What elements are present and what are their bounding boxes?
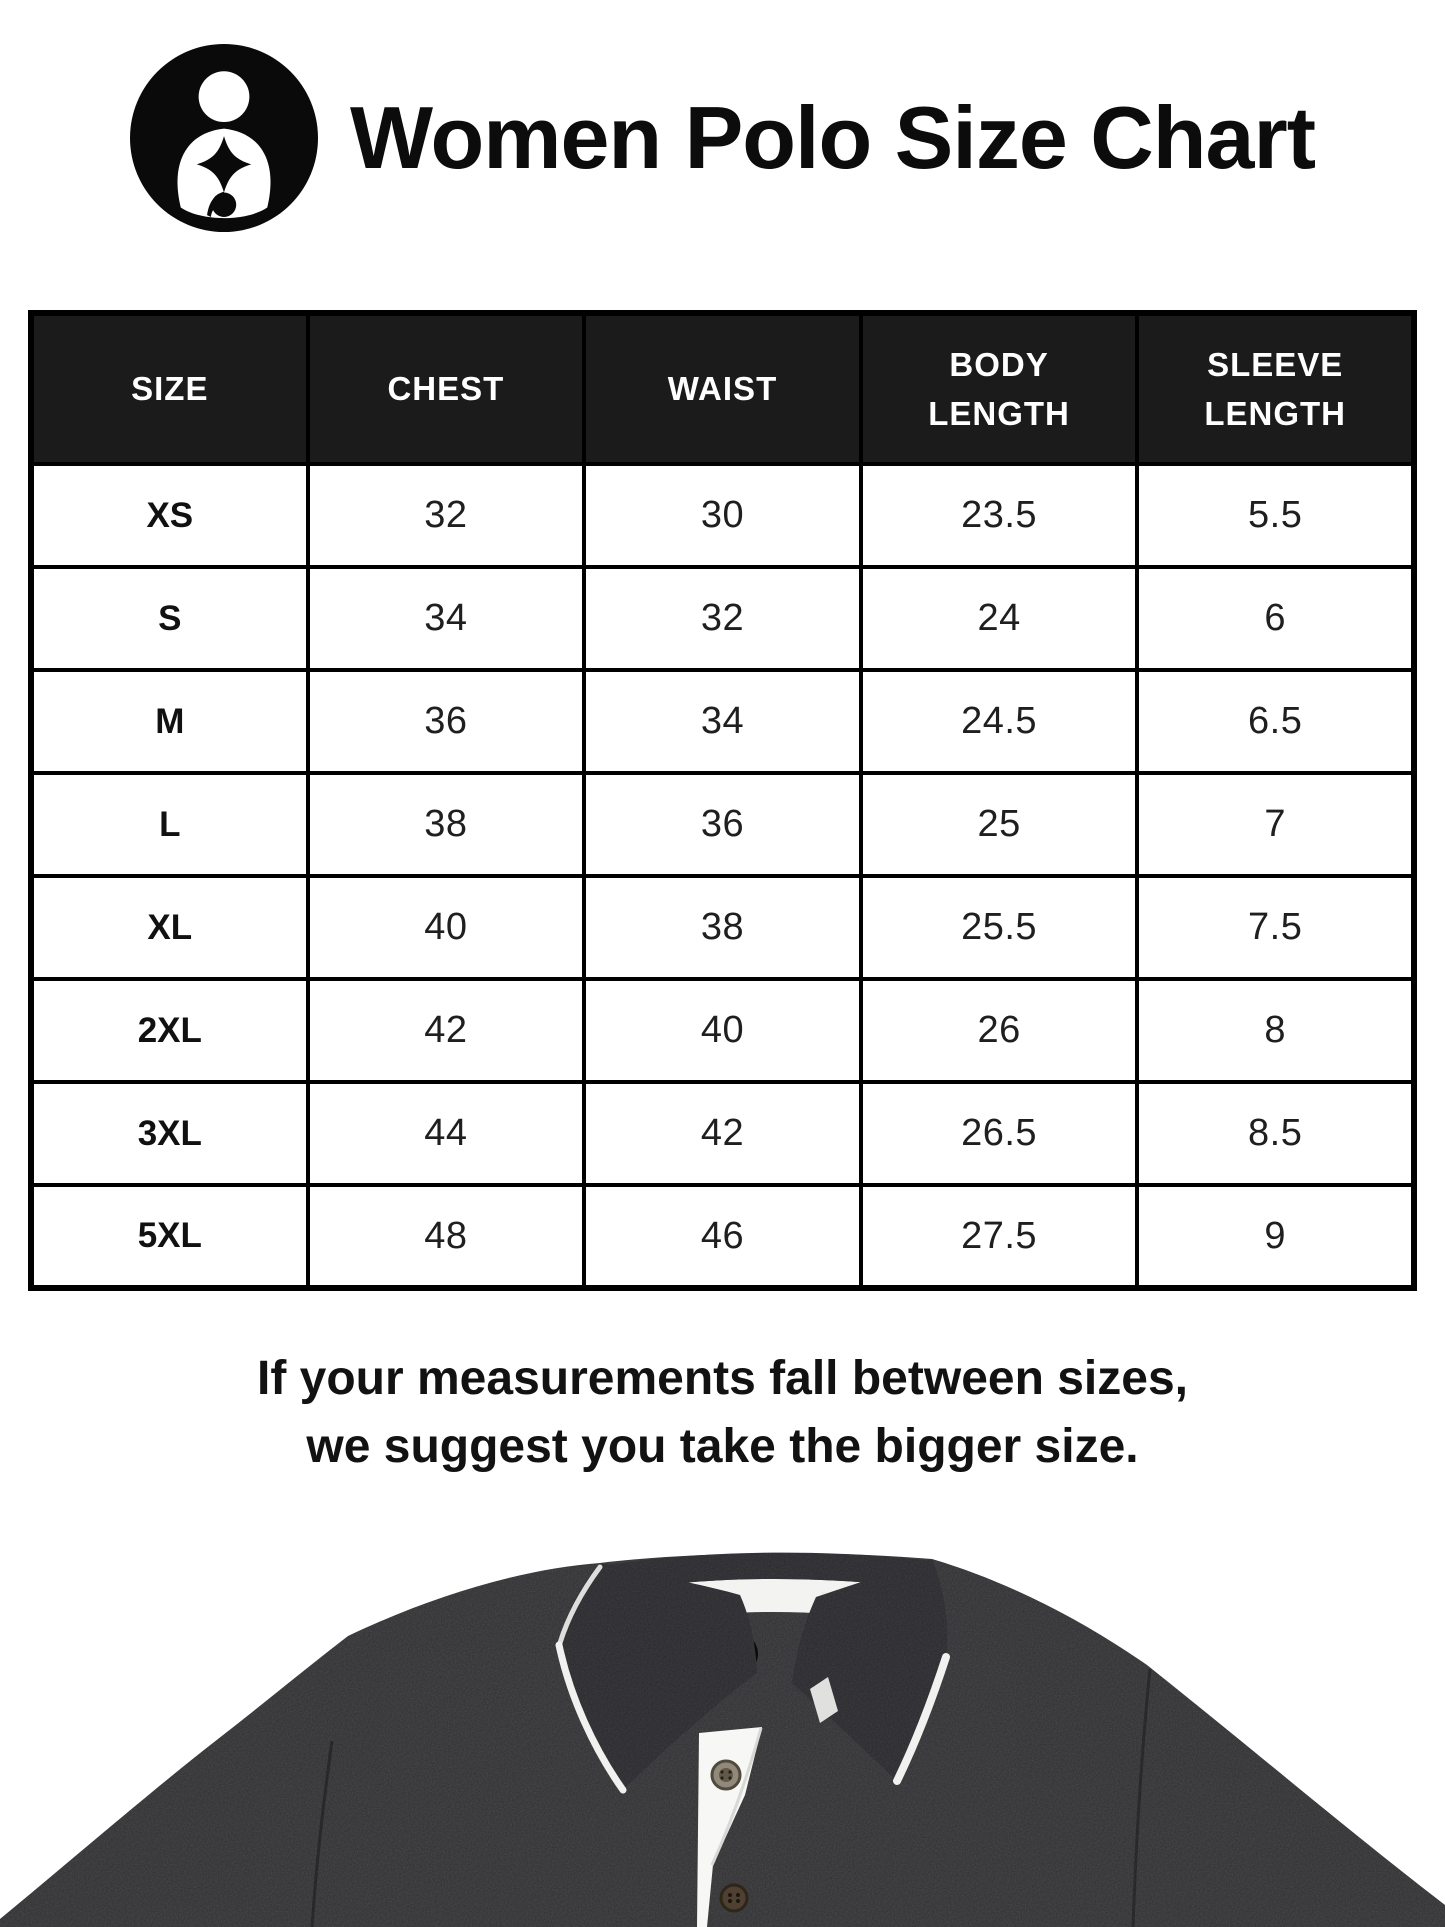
body-length-value: 23.5 xyxy=(861,464,1138,567)
sleeve-length-value: 8.5 xyxy=(1137,1082,1414,1185)
body-length-value: 27.5 xyxy=(861,1185,1138,1288)
body-length-value: 26.5 xyxy=(861,1082,1138,1185)
waist-value: 32 xyxy=(584,567,861,670)
size-label: XS xyxy=(31,464,308,567)
chest-value: 36 xyxy=(308,670,585,773)
sizing-note-line2: we suggest you take the bigger size. xyxy=(306,1420,1139,1473)
waist-value: 40 xyxy=(584,979,861,1082)
size-table-header xyxy=(31,313,1414,464)
sizing-note xyxy=(0,1345,1445,1481)
chest-value: 42 xyxy=(308,979,585,1082)
sleeve-length-value: 6 xyxy=(1137,567,1414,670)
size-label: 2XL xyxy=(31,979,308,1082)
body-length-value: 25 xyxy=(861,773,1138,876)
table-row xyxy=(31,1185,1414,1288)
sleeve-length-value: 6.5 xyxy=(1137,670,1414,773)
table-row xyxy=(31,876,1414,979)
size-label: XL xyxy=(31,876,308,979)
waist-value: 38 xyxy=(584,876,861,979)
size-label: S xyxy=(31,567,308,670)
chest-value: 38 xyxy=(308,773,585,876)
body-length-value: 25.5 xyxy=(861,876,1138,979)
chest-value: 40 xyxy=(308,876,585,979)
waist-value: 42 xyxy=(584,1082,861,1185)
size-label: L xyxy=(31,773,308,876)
size-table xyxy=(28,310,1417,1291)
chest-value: 44 xyxy=(308,1082,585,1185)
sleeve-length-value: 8 xyxy=(1137,979,1414,1082)
table-row xyxy=(31,670,1414,773)
brand-logo-icon xyxy=(130,44,318,232)
chest-value: 32 xyxy=(308,464,585,567)
sleeve-length-value: 7.5 xyxy=(1137,876,1414,979)
table-row xyxy=(31,464,1414,567)
page-title: Women Polo Size Chart xyxy=(349,87,1316,187)
body-length-value: 26 xyxy=(861,979,1138,1082)
column-header-waist: WAIST xyxy=(584,313,861,464)
table-row xyxy=(31,773,1414,876)
waist-value: 36 xyxy=(584,773,861,876)
sleeve-length-value: 9 xyxy=(1137,1185,1414,1288)
table-row xyxy=(31,567,1414,670)
waist-value: 30 xyxy=(584,464,861,567)
size-label: 5XL xyxy=(31,1185,308,1288)
sizing-note-line1: If your measurements fall between sizes, xyxy=(256,1352,1188,1405)
polo-shirt-image xyxy=(0,1527,1445,1927)
table-row xyxy=(31,979,1414,1082)
chest-value: 34 xyxy=(308,567,585,670)
body-length-value: 24 xyxy=(861,567,1138,670)
chest-value: 48 xyxy=(308,1185,585,1288)
body-length-value: 24.5 xyxy=(861,670,1138,773)
table-row xyxy=(31,1082,1414,1185)
column-header-size: SIZE xyxy=(31,313,308,464)
sleeve-length-value: 7 xyxy=(1137,773,1414,876)
column-header-body-length: BODY LENGTH xyxy=(861,313,1138,464)
size-label: 3XL xyxy=(31,1082,308,1185)
sleeve-length-value: 5.5 xyxy=(1137,464,1414,567)
waist-value: 34 xyxy=(584,670,861,773)
waist-value: 46 xyxy=(584,1185,861,1288)
column-header-chest: CHEST xyxy=(308,313,585,464)
column-header-sleeve-length: SLEEVE LENGTH xyxy=(1137,313,1414,464)
chart-header xyxy=(0,30,1445,245)
size-label: M xyxy=(31,670,308,773)
